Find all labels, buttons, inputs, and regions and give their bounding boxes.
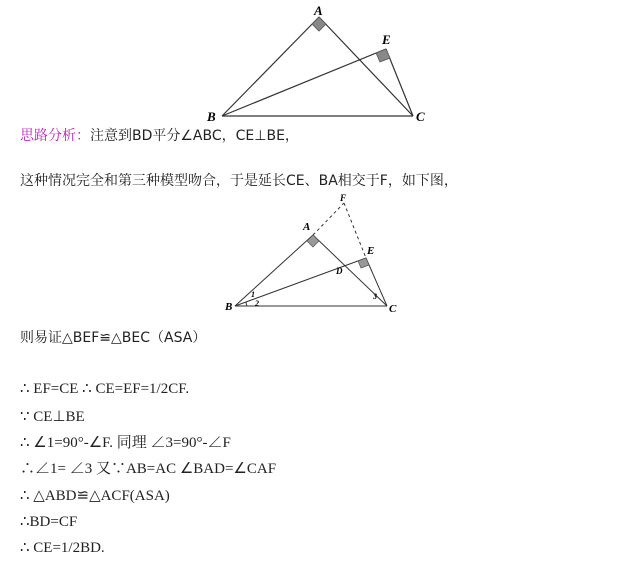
angle-3: 3 (373, 292, 377, 301)
analysis-line (20, 127, 299, 145)
label-F: F (340, 193, 347, 203)
angle-1: 1 (251, 290, 255, 299)
paragraph-congruence: 则易证△BEF≌△BEC（ASA） (20, 330, 207, 346)
label-E2: E (367, 245, 375, 257)
proof-line-6: ∴BD=CF (20, 514, 78, 530)
label-C2: C (389, 303, 397, 315)
proof-line-4: ∴∠1= ∠3 又∵AB=AC ∠BAD=∠CAF (20, 461, 277, 477)
proof-line-3: ∴ ∠1=90°-∠F. 同理 ∠3=90°-∠F (20, 435, 231, 451)
label-B2: B (225, 301, 233, 313)
proof-line-1: ∴ EF=CE ∴ CE=EF=1/2CF. (20, 381, 190, 397)
analysis-label: 思路分析： (20, 128, 90, 144)
label-E: E (382, 32, 391, 47)
paragraph-extend: 这种情况完全和第三种模型吻合，于是延长CE、BA相交于F，如下图， (20, 173, 458, 189)
label-A2: A (303, 221, 311, 233)
analysis-body: 注意到BD平分∠ABC，CE⊥BE， (90, 128, 299, 144)
proof-line-2: ∵ CE⊥BE (20, 409, 85, 425)
label-D: D (336, 266, 343, 276)
figure-1-triangle (195, 0, 435, 125)
label-B: B (207, 109, 216, 124)
proof-line-7: ∴ CE=1/2BD. (20, 540, 105, 556)
angle-2: 2 (255, 299, 259, 308)
label-C: C (416, 109, 425, 124)
figure-2-extended-triangle (220, 192, 410, 317)
proof-line-5: ∴ △ABD≌△ACF(ASA) (20, 488, 170, 504)
label-A: A (314, 3, 323, 18)
